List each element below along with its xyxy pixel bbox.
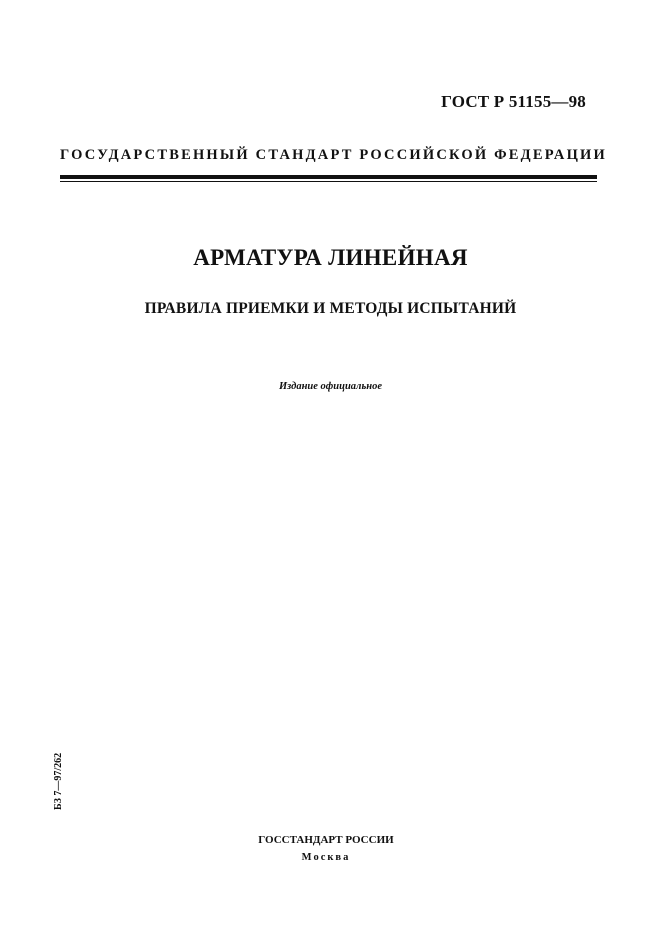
organization-heading: ГОСУДАРСТВЕННЫЙ СТАНДАРТ РОССИЙСКОЙ ФЕДЕРАЦИИ bbox=[60, 147, 608, 163]
standard-number: ГОСТ Р 51155—98 bbox=[441, 92, 586, 111]
header-rule-thick bbox=[60, 175, 597, 179]
publisher: ГОССТАНДАРТ РОССИИ bbox=[258, 834, 394, 846]
document-title: АРМАТУРА ЛИНЕЙНАЯ bbox=[193, 245, 468, 270]
publisher-city: Москва bbox=[301, 852, 351, 863]
document-subtitle: ПРАВИЛА ПРИЕМКИ И МЕТОДЫ ИСПЫТАНИЙ bbox=[144, 300, 517, 317]
header-rule-thin bbox=[60, 181, 597, 182]
side-code: БЗ 7—97/262 bbox=[53, 752, 64, 810]
edition-note: Издание официальное bbox=[278, 381, 382, 392]
